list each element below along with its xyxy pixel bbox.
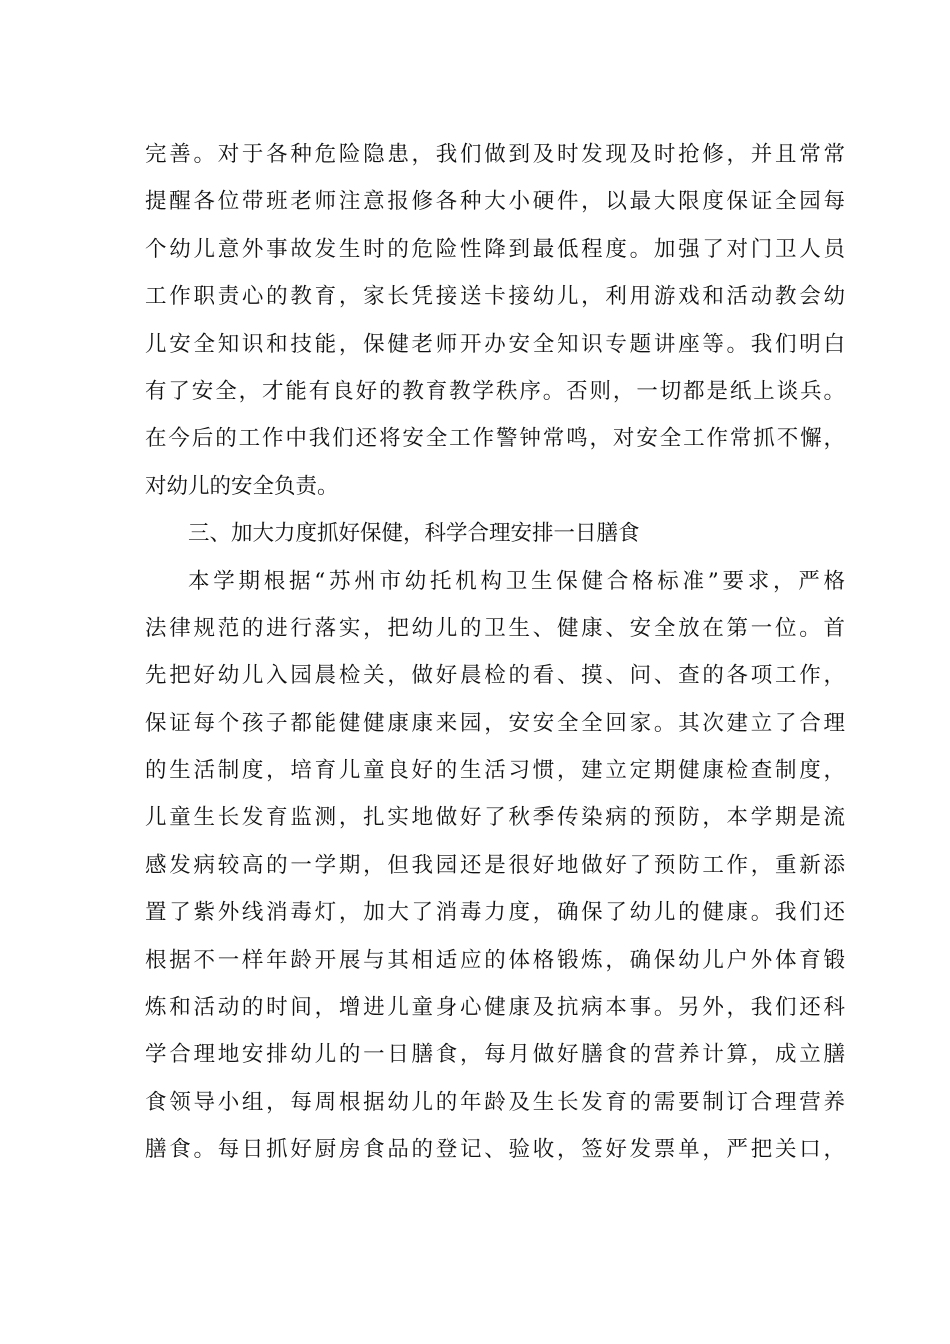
paragraph-end-line: 对幼儿的安全负责。	[145, 473, 339, 499]
body-text	[145, 131, 845, 1174]
section-heading: 三、加大力度抓好保健，科学合理安排一日膳食	[188, 521, 640, 547]
text-line: 个幼儿意外事故发生时的危险性降到最低程度。加强了对门卫人员	[145, 236, 845, 262]
text-line: 感发病较高的一学期，但我园还是很好地做好了预防工作，重新添	[145, 852, 845, 878]
text-line: 儿童生长发育监测，扎实地做好了秋季传染病的预防，本学期是流	[145, 805, 845, 831]
text-line: 先把好幼儿入园晨检关，做好晨检的看、摸、问、查的各项工作，	[145, 663, 845, 689]
text-line: 置了紫外线消毒灯，加大了消毒力度，确保了幼儿的健康。我们还	[145, 900, 845, 926]
text-line: 炼和活动的时间，增进儿童身心健康及抗病本事。另外，我们还科	[145, 995, 845, 1021]
paragraph-start-line: 本学期根据“苏州市幼托机构卫生保健合格标准”要求，严格	[188, 568, 845, 594]
text-line: 学合理地安排幼儿的一日膳食，每月做好膳食的营养计算，成立膳	[145, 1042, 845, 1068]
text-line: 根据不一样年龄开展与其相适应的体格锻炼，确保幼儿户外体育锻	[145, 947, 845, 973]
text-line: 有了安全，才能有良好的教育教学秩序。否则，一切都是纸上谈兵。	[145, 378, 845, 404]
text-line: 完善。对于各种危险隐患，我们做到及时发现及时抢修，并且常常	[145, 142, 845, 167]
text-line: 法律规范的进行落实，把幼儿的卫生、健康、安全放在第一位。首	[145, 615, 845, 641]
text-line: 提醒各位带班老师注意报修各种大小硬件，以最大限度保证全园每	[145, 189, 845, 215]
text-line: 的生活制度，培育儿童良好的生活习惯，建立定期健康检查制度，	[145, 758, 845, 784]
text-line: 保证每个孩子都能健健康康来园，安安全全回家。其次建立了合理	[145, 710, 845, 736]
text-line: 儿安全知识和技能，保健老师开办安全知识专题讲座等。我们明白	[145, 331, 845, 357]
text-line: 在今后的工作中我们还将安全工作警钟常鸣，对安全工作常抓不懈，	[145, 426, 845, 452]
text-line: 食领导小组，每周根据幼儿的年龄及生长发育的需要制订合理营养	[145, 1089, 845, 1115]
text-line: 膳食。每日抓好厨房食品的登记、验收，签好发票单，严把关口，	[145, 1137, 845, 1163]
text-line: 工作职责心的教育，家长凭接送卡接幼儿，利用游戏和活动教会幼	[145, 284, 845, 310]
